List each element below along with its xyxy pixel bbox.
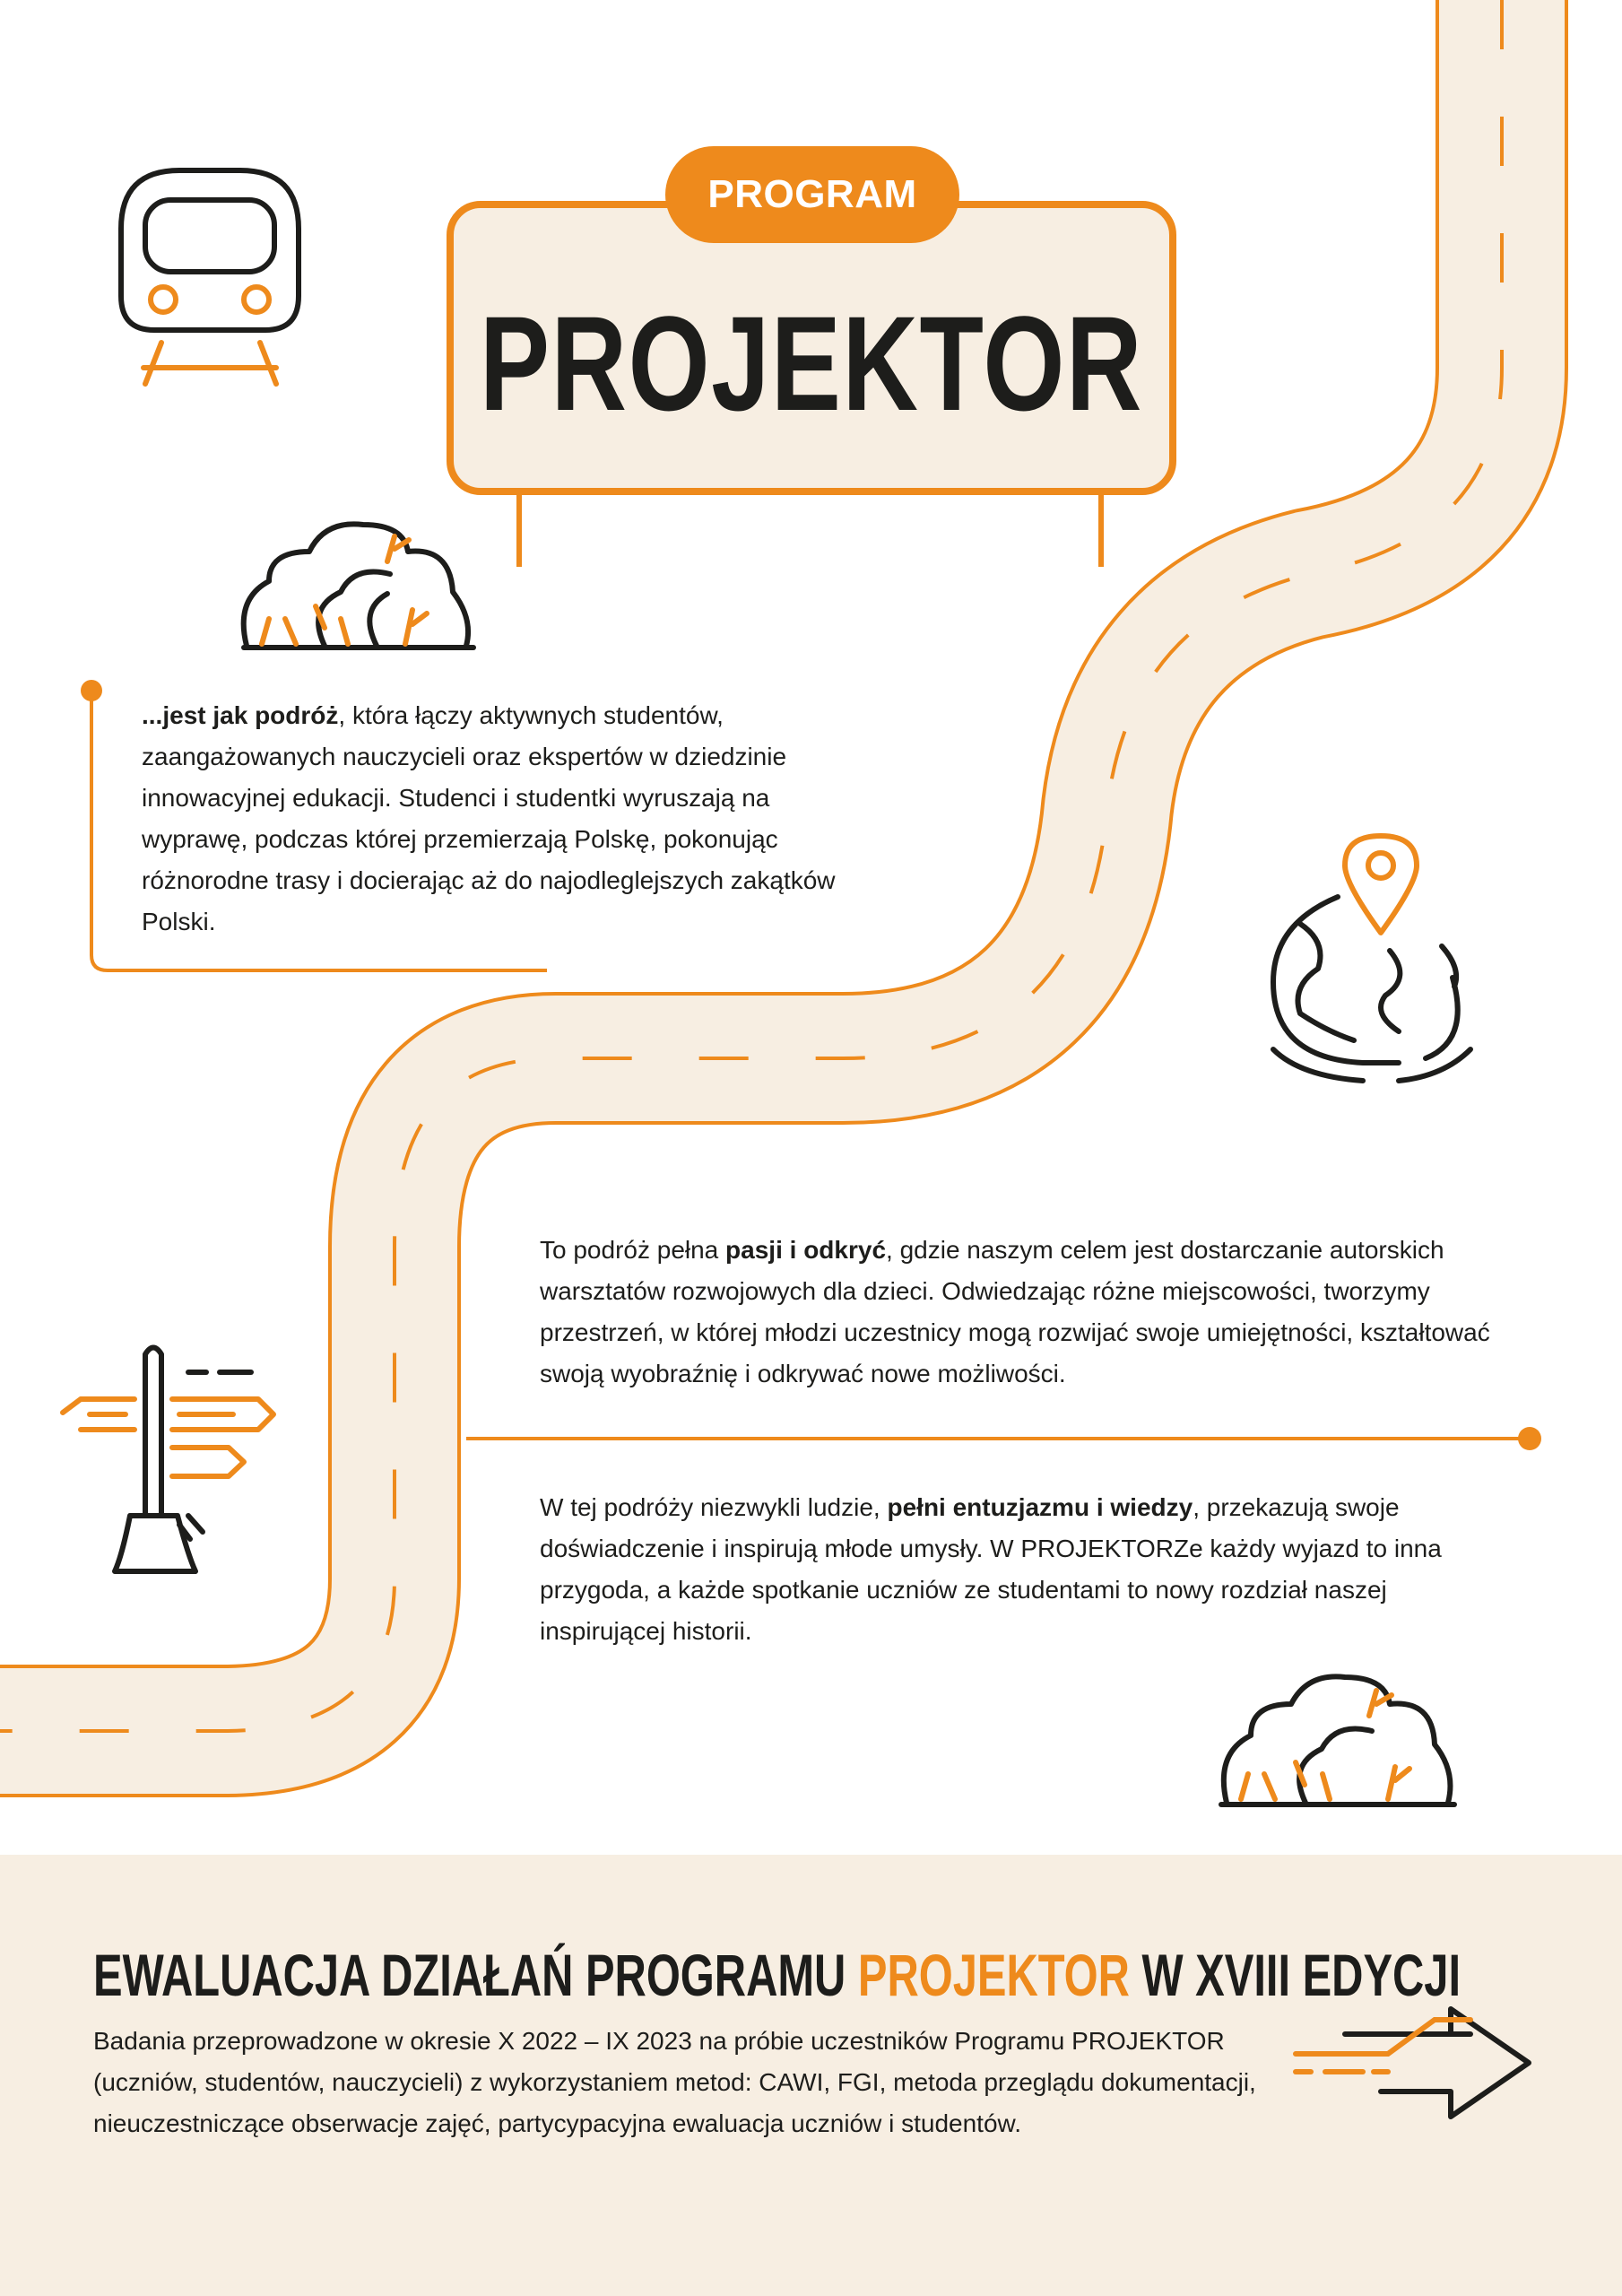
intro-bold: ...jest jak podróż [142, 701, 339, 729]
evaluation-heading-start: EWALUACJA DZIAŁAŃ PROGRAMU [93, 1942, 858, 2008]
evaluation-heading-accent: PROJEKTOR [857, 1942, 1130, 2008]
people-text-start: W tej podróży niezwykli ludzie, [540, 1493, 888, 1521]
program-title: PROJEKTOR [479, 287, 1144, 439]
passion-text-end: , gdzie naszym celem jest dostarczanie autorskich warsztatów rozwojowych dla dzieci. Odwiedzając różne miejscowości, tworzymy przestrzeń, w której młodzi uczestnicy mogą rozwijać swoje umiejętności, kształtować swoją wyobraźnię i odkrywać nowe możliwości. [540, 1236, 1490, 1387]
intro-text: , która łączy aktywnych studentów, zaangażowanych nauczycieli oraz ekspertów w dziedzinie innowacyjnej edukacji. Studenci i studentki wyruszają na wyprawę, podczas której przemierzają Polskę, pokonując różnorodne trasy i docierając aż do najodleglejszych zakątków Polski. [142, 701, 836, 935]
passion-text-start: To podróż pełna [540, 1236, 726, 1264]
evaluation-text: Badania przeprowadzone w okresie X 2022 – IX 2023 na próbie uczestników Programu PROJEKTOR (uczniów, studentów, nauczycieli) z wykorzystaniem metod: CAWI, FGI, metoda przeglądu dokumentacji, nieuczestniczące obserwacje zajęć, partycypacyjna ewaluacja uczniów i studentów. [93, 2027, 1256, 2137]
passion-bold: pasji i odkryć [725, 1236, 887, 1264]
people-text-end: , przekazują swoje doświadczenie i inspirują młode umysły. W PROJEKTORZe każdy wyjazd to inna przygoda, a każde spotkanie uczniów ze studentami to nowy rozdział naszej inspirującej historii. [540, 1493, 1442, 1645]
people-bold: pełni entuzjazmu i wiedzy [887, 1493, 1193, 1521]
evaluation-heading-end: W XVIII EDYCJI [1129, 1942, 1462, 2008]
program-badge: PROGRAM [665, 146, 959, 243]
